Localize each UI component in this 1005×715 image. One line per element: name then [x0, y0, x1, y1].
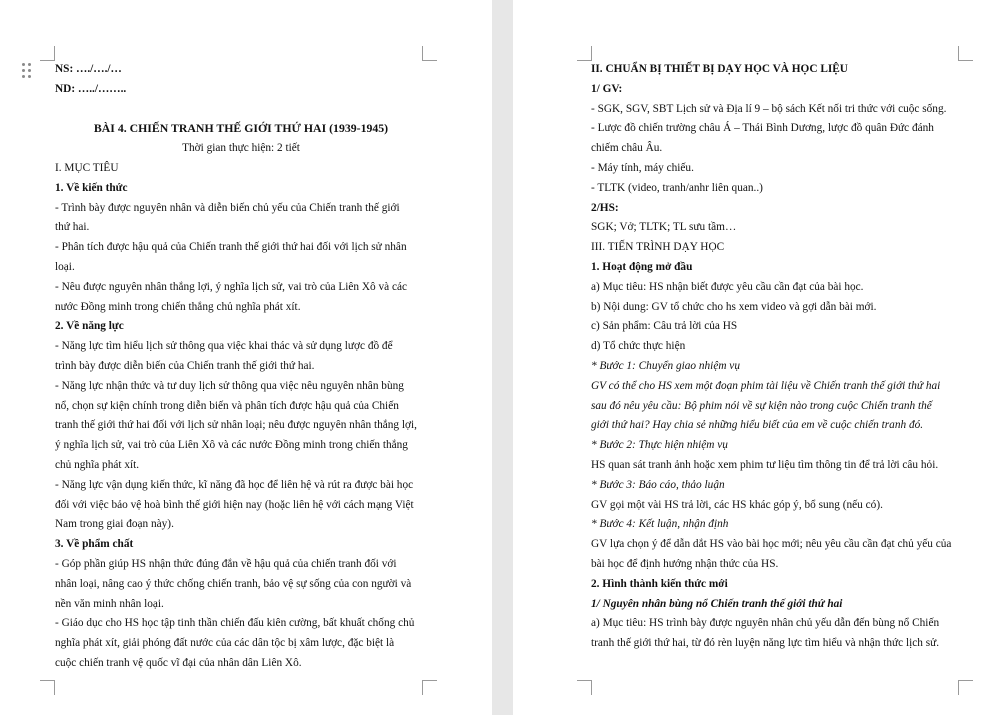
text-line: nhân loại, nâng cao ý thức chống chiến tranh, bảo vệ sự sống của con người và [55, 577, 412, 590]
crop-mark [958, 46, 973, 61]
text-line: chủ nghĩa phát xít. [55, 458, 140, 471]
text-line: * Bước 4: Kết luận, nhận định [591, 518, 729, 531]
text-line: - Năng lực nhận thức và tư duy lịch sử thông qua việc nêu nguyên nhân bùng [55, 379, 404, 392]
text-line: I. MỤC TIÊU [55, 161, 119, 174]
text-line: đối với việc bảo vệ hoà bình thế giới hiện nay (hoặc liên hệ với cách mạng Việt [55, 498, 414, 511]
text-line: nổ, chọn sự kiện chính trong diễn biến và phân tích được hậu quả của Chiến [55, 399, 399, 412]
document-page-left [0, 0, 492, 715]
text-line: GV lựa chọn ý để dẫn dắt HS vào bài học mới; nêu yêu cầu cần đạt chủ yếu của [591, 538, 952, 551]
text-line: ý nghĩa lịch sử, vai trò của Liên Xô và các nước Đồng minh trong chiến thắng [55, 439, 408, 452]
text-line: NS: …./…./… [55, 63, 122, 75]
text-line: tranh thế giới thứ hai, từ đó rèn luyện năng lực tìm hiểu và nhận thức lịch sử. [591, 637, 940, 650]
text-line: GV gọi một vài HS trả lời, các HS khác góp ý, bổ sung (nếu có). [591, 498, 883, 511]
text-line: - Trình bày được nguyên nhân và diễn biến chủ yếu của Chiến tranh thế giới [55, 201, 400, 214]
text-line: 1. Về kiến thức [55, 181, 128, 194]
text-line: - Máy tính, máy chiếu. [591, 161, 694, 174]
text-line: nền văn minh nhân loại. [55, 597, 164, 610]
text-line: - Nêu được nguyên nhân thắng lợi, ý nghĩa lịch sử, vai trò của Liên Xô và các [55, 280, 408, 293]
text-line: III. TIẾN TRÌNH DẠY HỌC [591, 241, 725, 254]
text-line: nghĩa phát xít, giải phóng đất nước của các dân tộc bị xâm lược, đặc biệt là [55, 637, 395, 650]
text-line: 3. Về phẩm chất [55, 538, 134, 551]
text-line: - Năng lực vận dụng kiến thức, kĩ năng đã học để liên hệ và rút ra được bài học [55, 478, 414, 491]
table-move-handle-icon[interactable] [22, 63, 32, 79]
text-line: b) Nội dung: GV tổ chức cho hs xem video và gợi dẫn bài mới. [591, 300, 877, 313]
text-line: tranh thế giới thứ hai đối với lịch sử nhân loại; nêu được nguyên nhân thắng lợi, [55, 419, 417, 432]
text-line: - Phân tích được hậu quả của Chiến tranh thế giới thứ hai đối với lịch sử nhân [55, 241, 407, 254]
text-line: Nam trong giai đoạn này). [55, 518, 174, 531]
text-line: ND: …../…….. [55, 82, 127, 95]
text-line: nước Đồng minh trong chiến thắng chủ nghĩa phát xít. [55, 300, 301, 313]
text-line: * Bước 2: Thực hiện nhiệm vụ [591, 439, 728, 452]
text-line: BÀI 4. CHIẾN TRANH THẾ GIỚI THỨ HAI (1939-1945) [93, 121, 389, 136]
text-line: - Lược đồ chiến trường châu Á – Thái Bình Dương, lược đồ quân Đức đánh [591, 122, 934, 135]
text-line: a) Mục tiêu: HS nhận biết được yêu cầu cần đạt của bài học. [591, 280, 864, 293]
text-line: 2/HS: [591, 201, 619, 214]
text-line: d) Tổ chức thực hiện [591, 340, 686, 353]
text-line: Thời gian thực hiện: 2 tiết [182, 142, 300, 155]
text-line: * Bước 3: Báo cáo, thảo luận [591, 478, 725, 491]
text-line: cuộc chiến tranh vệ quốc vĩ đại của nhân dân Liên Xô. [55, 656, 302, 669]
text-line: 1/ GV: [591, 82, 623, 95]
text-line: a) Mục tiêu: HS trình bày được nguyên nhân chủ yếu dẫn đến bùng nổ Chiến [591, 617, 940, 630]
text-line: loại. [55, 260, 75, 273]
page-text-body[interactable] [55, 60, 427, 674]
text-line: * Bước 1: Chuyển giao nhiệm vụ [591, 359, 740, 372]
text-line: II. CHUẨN BỊ THIẾT BỊ DẠY HỌC VÀ HỌC LIỆU [591, 63, 848, 75]
text-line: 2. Về năng lực [55, 320, 124, 333]
crop-mark [577, 46, 592, 61]
document-page-right [513, 0, 1005, 715]
text-line: 2. Hình thành kiến thức mới [591, 577, 728, 590]
text-line: - Giáo dục cho HS học tập tinh thần chiến đấu kiên cường, bất khuất chống chủ [55, 617, 415, 630]
text-line: sau đó nêu yêu cầu: Bộ phim nói về sự kiện nào trong cuộc Chiến tranh thế [591, 399, 932, 412]
text-line: thứ hai. [55, 221, 90, 234]
crop-mark [40, 680, 55, 695]
text-line: 1/ Nguyên nhân bùng nổ Chiến tranh thế giới thứ hai [591, 597, 843, 610]
crop-mark [577, 680, 592, 695]
text-line: HS quan sát tranh ảnh hoặc xem phim tư liệu tìm thông tin để trả lời câu hỏi. [591, 458, 939, 471]
text-line: - TLTK (video, tranh/anhr liên quan..) [591, 181, 763, 194]
crop-mark [422, 46, 437, 61]
text-line: SGK; Vở; TLTK; TL sưu tầm… [591, 221, 737, 234]
text-line: c) Sản phẩm: Câu trả lời của HS [591, 320, 738, 333]
text-line: 1. Hoạt động mở đầu [591, 260, 693, 273]
crop-mark [40, 46, 55, 61]
text-line: trình bày được diễn biến của Chiến tranh thế giới thứ hai. [55, 359, 315, 372]
text-line [55, 100, 427, 120]
text-line: giới thứ hai? Hay chia sẻ những hiểu biết của em về cuộc chiến tranh đó. [591, 419, 924, 432]
crop-mark [958, 680, 973, 695]
text-line: bài học để định hướng nhận thức của HS. [591, 557, 779, 570]
text-line: chiếm châu Âu. [591, 142, 663, 155]
page-text-body[interactable] [591, 60, 973, 654]
text-line: - Góp phần giúp HS nhận thức đúng đắn về hậu quả của chiến tranh đối với [55, 557, 397, 570]
crop-mark [422, 680, 437, 695]
text-line: - SGK, SGV, SBT Lịch sử và Địa lí 9 – bộ sách Kết nối tri thức với cuộc sống. [591, 102, 947, 115]
text-line: GV có thể cho HS xem một đoạn phim tài liệu về Chiến tranh thế giới thứ hai [591, 379, 941, 392]
text-line: - Năng lực tìm hiểu lịch sử thông qua việc khai thác và sử dụng lược đồ để [55, 340, 393, 353]
page-gap [492, 0, 513, 715]
